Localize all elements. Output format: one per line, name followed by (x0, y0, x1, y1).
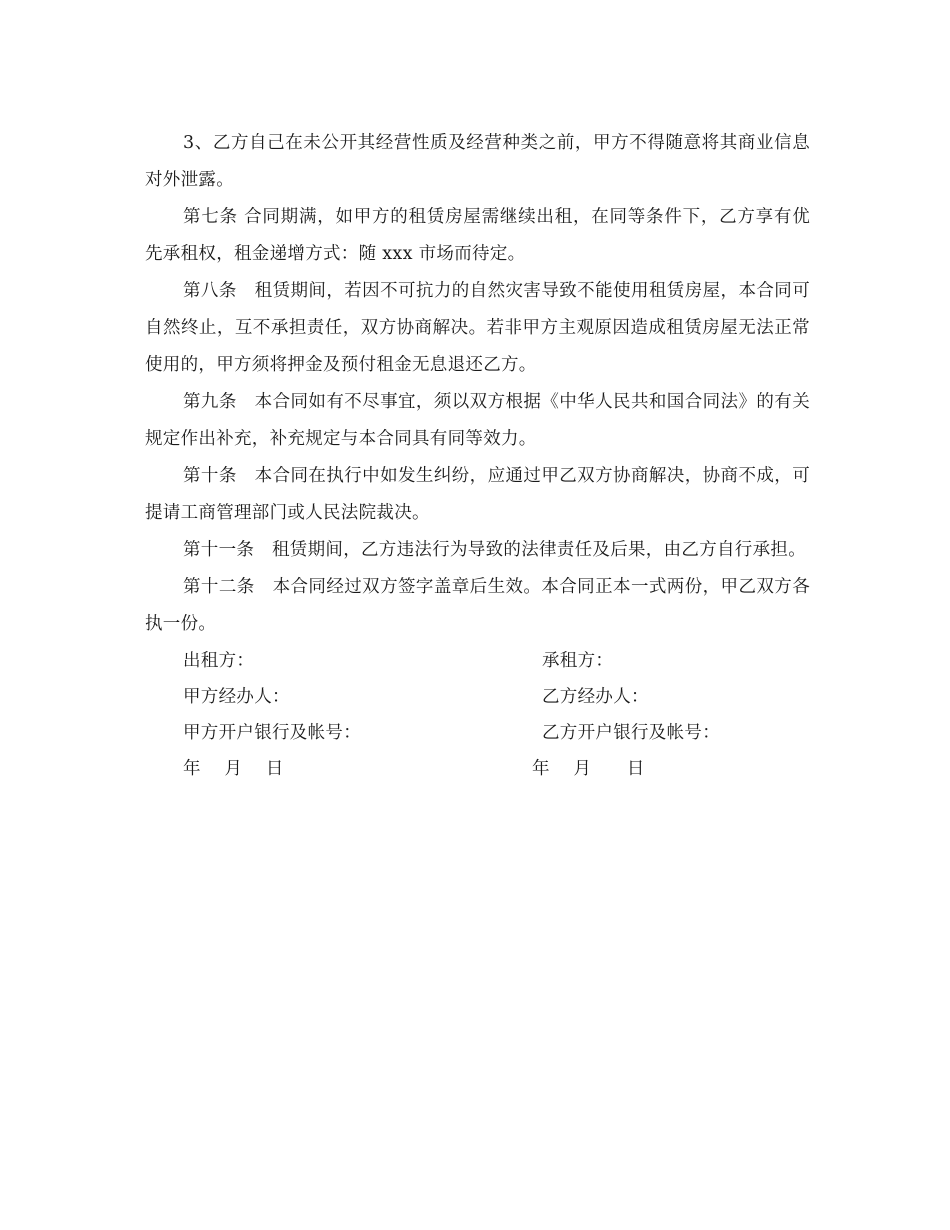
signature-row-agents (145, 679, 810, 715)
party-b-date-label: 年 月 日 (532, 759, 645, 779)
signature-row-parties (145, 643, 810, 679)
article-8-force-majeure: 第八条 租赁期间，若因不可抗力的自然灾害导致不能使用租赁房屋，本合同可自然终止，互不承担责任，双方协商解决。若非甲方主观原因造成租赁房屋无法正常使用的，甲方须将押金及预付租金无息退还乙方。 (145, 281, 810, 375)
party-a-date-label: 年 月 日 (183, 759, 284, 779)
party-a-bank-label: 甲方开户银行及帐号： (183, 723, 361, 743)
clause-3-confidentiality: 3、乙方自己在未公开其经营性质及经营种类之前，甲方不得随意将其商业信息对外泄露。 (145, 133, 810, 190)
signature-row-date (145, 751, 810, 787)
article-10-disputes: 第十条 本合同在执行中如发生纠纷，应通过甲乙双方协商解决，协商不成，可提请工商管理部门或人民法院裁决。 (145, 466, 810, 523)
party-a-agent-label: 甲方经办人： (183, 687, 290, 707)
lessee-label: 承租方： (542, 651, 614, 671)
party-b-agent-label: 乙方经办人： (542, 687, 649, 707)
article-12-effectiveness: 第十二条 本合同经过双方签字盖章后生效。本合同正本一式两份，甲乙双方各执一份。 (145, 577, 810, 634)
article-11-liability: 第十一条 租赁期间，乙方违法行为导致的法律责任及后果，由乙方自行承担。 (183, 540, 806, 560)
article-9-supplement: 第九条 本合同如有不尽事宜，须以双方根据《中华人民共和国合同法》的有关规定作出补充，补充规定与本合同具有同等效力。 (145, 392, 810, 449)
lessor-label: 出租方： (183, 651, 255, 671)
article-7-renewal: 第七条 合同期满，如甲方的租赁房屋需继续出租，在同等条件下，乙方享有优先承租权，租金递增方式：随 xxx 市场而待定。 (145, 207, 810, 264)
party-b-bank-label: 乙方开户银行及帐号： (542, 723, 720, 743)
contract-body (145, 125, 810, 787)
signature-row-bank (145, 715, 810, 751)
signature-block (145, 643, 810, 787)
